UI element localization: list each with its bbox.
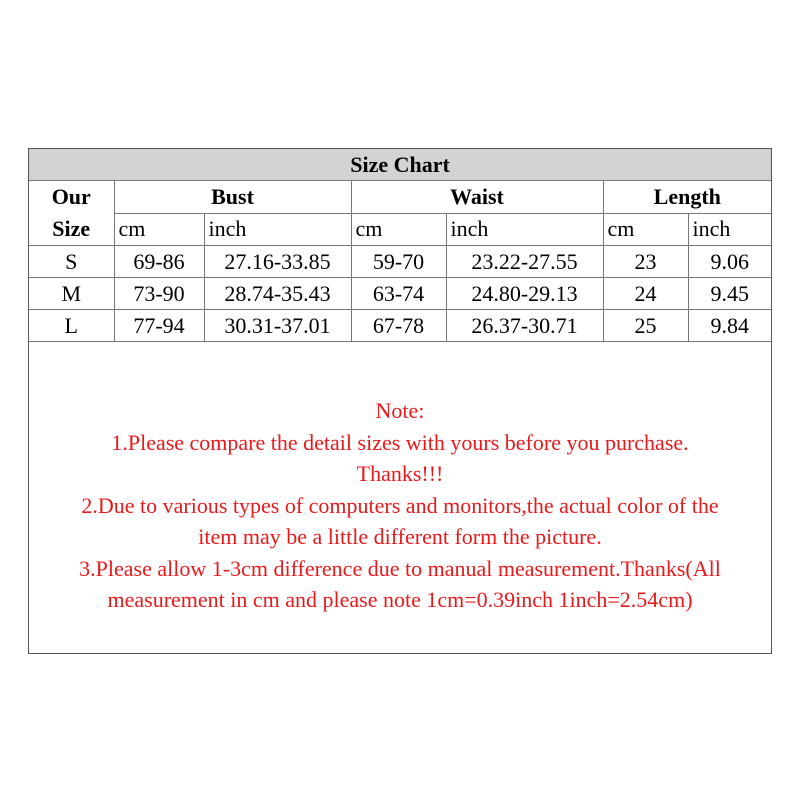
bust-cm-header: cm — [114, 213, 204, 246]
length-cm-header: cm — [603, 213, 688, 246]
note-line: 2.Due to various types of computers and monitors,the actual color of the — [81, 492, 719, 518]
waist-header: Waist — [351, 181, 603, 214]
length-cm-cell: 24 — [603, 278, 688, 310]
table-title: Size Chart — [29, 149, 771, 181]
waist-inch-cell: 23.22-27.55 — [446, 246, 603, 278]
note-line: Thanks!!! — [356, 461, 444, 486]
waist-cm-cell: 63-74 — [351, 278, 446, 310]
size-cell: L — [29, 310, 114, 342]
table-row — [29, 278, 771, 310]
length-inch-cell: 9.45 — [688, 278, 771, 310]
size-cell: S — [29, 246, 114, 278]
bust-inch-cell: 27.16-33.85 — [204, 246, 351, 278]
bust-cm-cell: 69-86 — [114, 246, 204, 278]
table-row — [29, 246, 771, 278]
bust-cm-cell: 73-90 — [114, 278, 204, 310]
size-chart-table — [29, 149, 771, 342]
waist-inch-cell: 26.37-30.71 — [446, 310, 603, 342]
our-size-line1: Our — [51, 184, 91, 209]
waist-inch-cell: 24.80-29.13 — [446, 278, 603, 310]
bust-cm-cell: 77-94 — [114, 310, 204, 342]
length-cm-cell: 25 — [603, 310, 688, 342]
our-size-header — [29, 181, 114, 246]
length-inch-cell: 9.06 — [688, 246, 771, 278]
our-size-line2: Size — [52, 216, 91, 241]
notes-block — [29, 395, 771, 616]
waist-cm-cell: 59-70 — [351, 246, 446, 278]
size-cell: M — [29, 278, 114, 310]
waist-cm-header: cm — [351, 213, 446, 246]
bust-header: Bust — [114, 181, 351, 214]
length-inch-header: inch — [688, 213, 771, 246]
length-cm-cell: 23 — [603, 246, 688, 278]
waist-inch-header: inch — [446, 213, 603, 246]
note-heading: Note: — [375, 398, 425, 423]
length-header: Length — [603, 181, 771, 214]
length-inch-cell: 9.84 — [688, 310, 771, 342]
note-line: 3.Please allow 1-3cm difference due to manual measurement.Thanks(All — [79, 555, 721, 581]
bust-inch-cell: 30.31-37.01 — [204, 310, 351, 342]
size-chart-panel — [28, 148, 772, 654]
bust-inch-cell: 28.74-35.43 — [204, 278, 351, 310]
note-line: 1.Please compare the detail sizes with yours before you purchase. — [111, 429, 689, 455]
note-line: item may be a little different form the picture. — [198, 524, 602, 549]
note-line: measurement in cm and please note 1cm=0.39inch 1inch=2.54cm) — [107, 587, 693, 612]
waist-cm-cell: 67-78 — [351, 310, 446, 342]
bust-inch-header: inch — [204, 213, 351, 246]
table-row — [29, 310, 771, 342]
